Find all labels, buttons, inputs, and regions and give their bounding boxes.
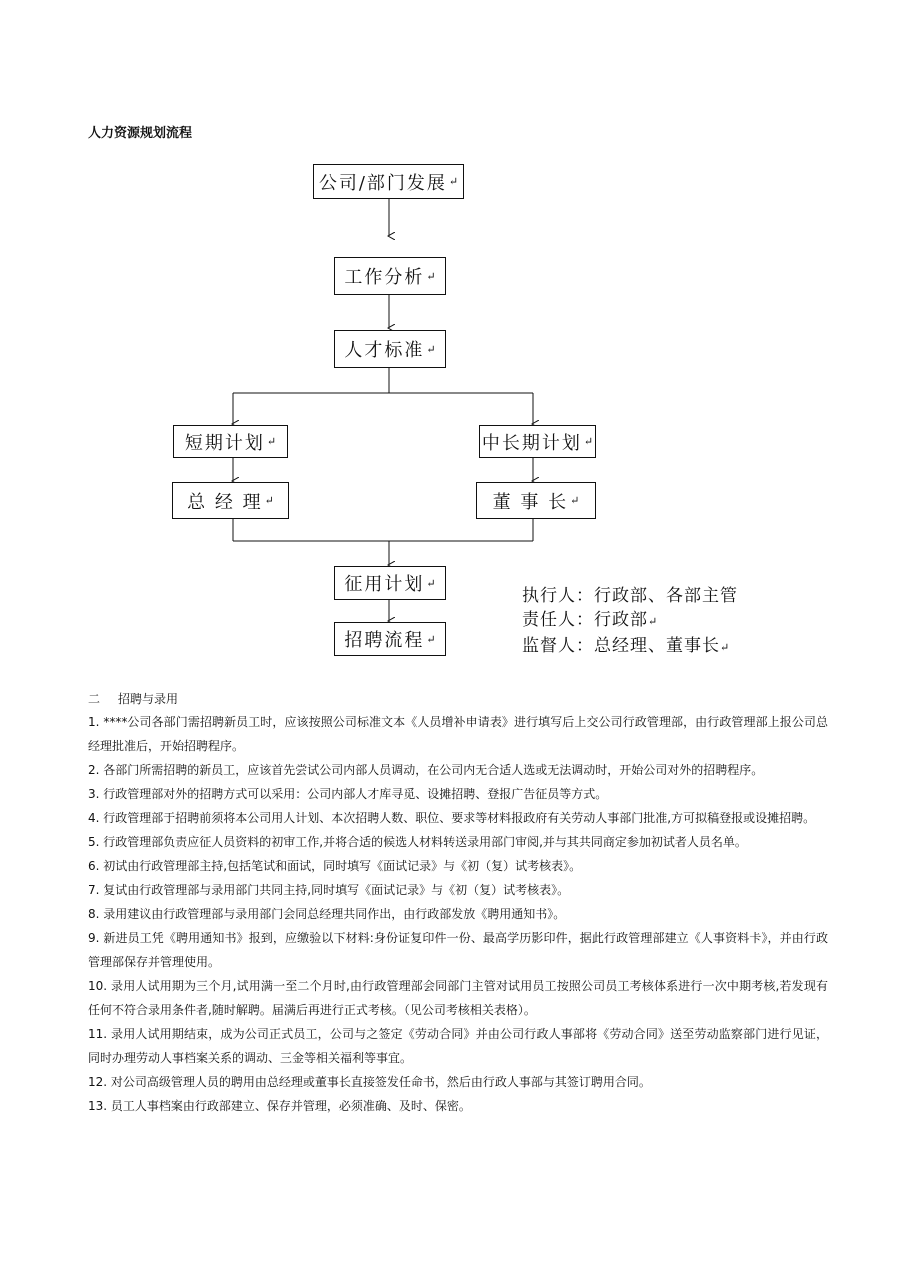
responsibility-roles (522, 584, 738, 660)
node-chairman (476, 482, 596, 519)
return-mark-icon: ↵ (570, 494, 580, 507)
return-mark-icon: ↵ (266, 435, 277, 448)
node-label: 征用计划 (344, 574, 425, 595)
return-mark-icon: ↵ (426, 269, 436, 283)
node-long-term-plan (479, 425, 596, 458)
list-item: 11. 录用人试用期结束，成为公司正式员工，公司与之签定《劳动合同》并由公司行政人事部将《劳动合同》送至劳动监察部门进行见证，同时办理劳动人事档案关系的调动、三金等相关福利等事宜。 (88, 1027, 828, 1065)
return-mark-icon: ↵ (264, 494, 274, 507)
return-mark-icon: ↵ (648, 615, 658, 628)
list-item: 5. 行政管理部负责应征人员资料的初审工作,并将合适的候选人材料转送录用部门审阅,并与其共同商定参加初试者人员名单。 (88, 835, 747, 849)
node-label: 短期计划 (184, 432, 265, 454)
node-hiring-plan (334, 566, 446, 600)
list-item: 7. 复试由行政管理部与录用部门共同主持,同时填写《面试记录》与《初（复）试考核表》。 (88, 883, 570, 897)
return-mark-icon: ↵ (426, 576, 436, 590)
page-title: 人力资源规划流程 (88, 126, 193, 141)
role-supervisor: 监督人：总经理、董事长↵ (522, 636, 730, 656)
list-item: 2. 各部门所需招聘的新员工，应该首先尝试公司内部人员调动，在公司内无合适人选或无法调动时，开始公司对外的招聘程序。 (88, 763, 764, 777)
list-item: 8. 录用建议由行政管理部与录用部门会同总经理共同作出，由行政部发放《聘用通知书》。 (88, 907, 566, 921)
list-item: 10. 录用人试用期为三个月,试用满一至二个月时,由行政管理部会同部门主管对试用员工按照公司员工考核体系进行一次中期考核,若发现有任何不符合录用条件者,随时解聘。届满后再进行正式考核。（见公司考核相关表格）。 (88, 979, 828, 1017)
list-item: 6. 初试由行政管理部主持,包括笔试和面试，同时填写《面试记录》与《初（复）试考核表》。 (88, 859, 582, 873)
role-responsible: 责任人：行政部↵ (522, 610, 658, 630)
node-label: 公司/部门发展 (318, 172, 447, 194)
list-item: 13. 员工人事档案由行政部建立、保存并管理，必须准确、及时、保密。 (88, 1099, 471, 1113)
return-mark-icon: ↵ (720, 641, 730, 654)
node-talent-standard (334, 330, 446, 368)
node-label: 总 经 理 (187, 491, 263, 513)
section-heading (88, 690, 178, 707)
list-item: 9. 新进员工凭《聘用通知书》报到，应缴验以下材料:身份证复印件一份、最高学历影印件，据此行政管理部建立《人事资料卡》，并由行政管理部保存并管理使用。 (88, 931, 828, 969)
return-mark-icon: ↵ (426, 632, 436, 646)
recruitment-rules-list (88, 710, 828, 1118)
section-title: 招聘与录用 (118, 692, 179, 706)
node-label: 人才标准 (344, 340, 425, 361)
return-mark-icon: ↵ (448, 175, 459, 188)
return-mark-icon: ↵ (426, 342, 436, 356)
return-mark-icon: ↵ (583, 435, 594, 448)
list-item: 1. ****公司各部门需招聘新员工时，应该按照公司标准文本《人员增补申请表》进行填写后上交公司行政管理部，由行政管理部上报公司总经理批准后，开始招聘程序。 (88, 715, 828, 753)
node-recruitment-process (334, 622, 446, 656)
node-label: 中长期计划 (481, 432, 582, 454)
list-item: 3. 行政管理部对外的招聘方式可以采用：公司内部人才库寻觅、设摊招聘、登报广告征员等方式。 (88, 787, 608, 801)
node-label: 工作分析 (344, 267, 425, 288)
node-label: 董 事 长 (492, 491, 569, 513)
node-label: 招聘流程 (344, 630, 425, 651)
role-executor: 执行人：行政部、各部主管 (522, 586, 738, 606)
node-short-term-plan (173, 425, 288, 458)
node-job-analysis (334, 257, 446, 295)
node-general-manager (172, 482, 289, 519)
list-item: 12. 对公司高级管理人员的聘用由总经理或董事长直接签发任命书，然后由行政人事部与其签订聘用合同。 (88, 1075, 651, 1089)
section-number: 二 (88, 692, 101, 706)
list-item: 4. 行政管理部于招聘前须将本公司用人计划、本次招聘人数、职位、要求等材料报政府有关劳动人事部门批准,方可拟稿登报或设摊招聘。 (88, 811, 816, 825)
node-company-dept-development (313, 164, 464, 199)
